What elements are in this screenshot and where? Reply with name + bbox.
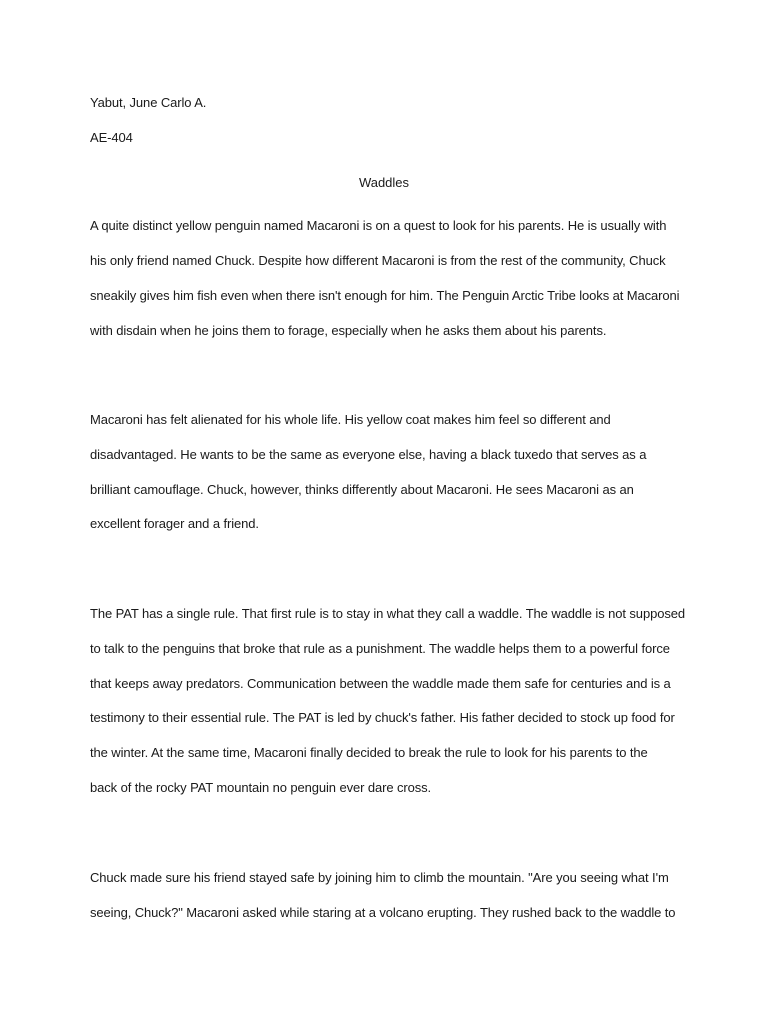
- paragraph-line: The PAT has a single rule. That first rule is to stay in what they call a waddle. The waddle is not supposed: [90, 606, 685, 621]
- paragraph-line: his only friend named Chuck. Despite how different Macaroni is from the rest of the community, Chuck: [90, 253, 666, 268]
- author-name: Yabut, June Carlo A.: [90, 95, 207, 110]
- paragraph-line: the winter. At the same time, Macaroni finally decided to break the rule to look for his parents to the: [90, 745, 648, 760]
- paragraph-line: disadvantaged. He wants to be the same as everyone else, having a black tuxedo that serves as a: [90, 447, 647, 462]
- paragraph-line: excellent forager and a friend.: [90, 516, 259, 531]
- paragraph-line: testimony to their essential rule. The PAT is led by chuck's father. His father decided to stock up food for: [90, 710, 675, 725]
- paragraph-line: brilliant camouflage. Chuck, however, thinks differently about Macaroni. He sees Macaroni as an: [90, 482, 634, 497]
- paragraph-line: Chuck made sure his friend stayed safe by joining him to climb the mountain. "Are you seeing what I'm: [90, 870, 669, 885]
- section-code: AE-404: [90, 130, 133, 145]
- document-title: Waddles: [358, 175, 410, 190]
- paragraph-line: to talk to the penguins that broke that rule as a punishment. The waddle helps them to a powerful force: [90, 641, 670, 656]
- paragraph-line: that keeps away predators. Communication between the waddle made them safe for centuries and is a: [90, 676, 671, 691]
- paragraph-line: sneakily gives him fish even when there isn't enough for him. The Penguin Arctic Tribe looks at Macaroni: [90, 288, 680, 303]
- paragraph-line: Macaroni has felt alienated for his whole life. His yellow coat makes him feel so different and: [90, 412, 611, 427]
- paragraph-line: with disdain when he joins them to forage, especially when he asks them about his parents.: [90, 323, 607, 338]
- paragraph-line: A quite distinct yellow penguin named Macaroni is on a quest to look for his parents. He is usually with: [90, 218, 667, 233]
- paragraph-line: seeing, Chuck?" Macaroni asked while staring at a volcano erupting. They rushed back to the waddle to: [90, 905, 676, 920]
- paragraph-line: back of the rocky PAT mountain no penguin ever dare cross.: [90, 780, 432, 795]
